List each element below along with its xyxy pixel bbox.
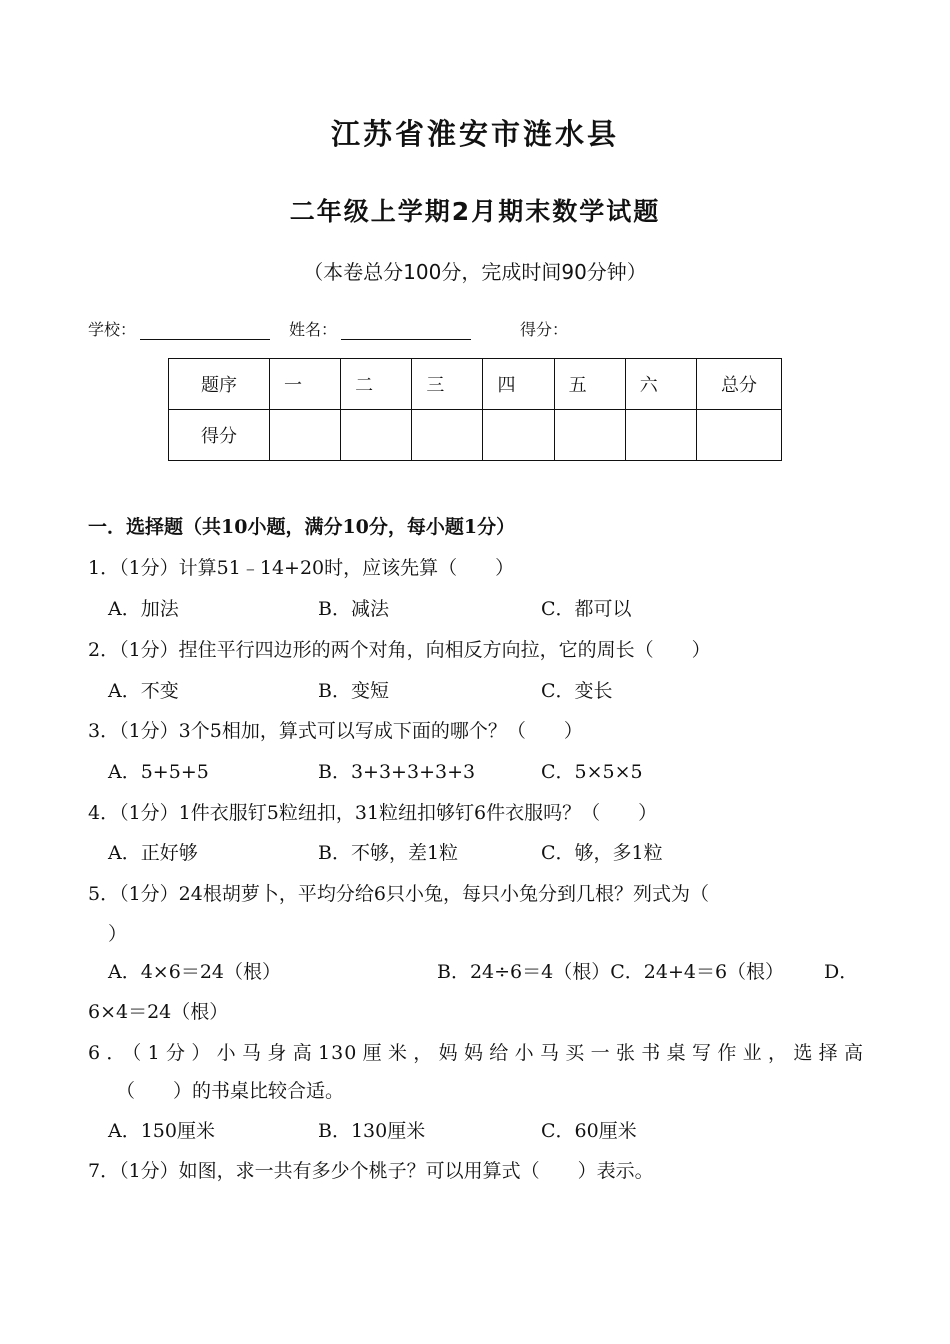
question-4-option-a: A．正好够 [108,842,198,864]
score-row-label: 得分 [169,410,270,461]
question-2-text: 2．（1分）捏住平行四边形的两个对角，向相反方向拉，它的周长（ ） [88,639,711,661]
question-2-option-b: B．变短 [318,680,389,702]
score-field [520,317,568,340]
question-3-option-c: C．5×5×5 [541,761,643,783]
section-title: 一．选择题（共10小题，满分10分，每小题1分） [88,516,516,538]
name-label: 姓名： [289,320,338,339]
name-blank [341,325,471,340]
question-2-option-c: C．变长 [541,680,613,702]
question-4-option-b: B．不够，差1粒 [318,842,459,864]
score-table-header-row [169,359,782,410]
school-blank [140,325,270,340]
score-table-header: 五 [554,359,625,410]
score-cell [341,410,412,461]
question-3-option-a: A．5+5+5 [108,761,209,783]
question-5-option-a: A．4×6＝24（根） [108,961,281,983]
score-cell [554,410,625,461]
score-label: 得分： [520,320,569,339]
score-cell [412,410,483,461]
exam-subtitle: 二年级上学期2月期末数学试题 [289,197,661,226]
question-6-option-a: A．150厘米 [108,1120,215,1142]
question-6-option-c: C．60厘米 [541,1120,637,1142]
question-4-option-c: C．够，多1粒 [541,842,663,864]
question-3-text: 3．（1分）3个5相加，算式可以写成下面的哪个？（ ） [88,720,583,742]
question-1-option-c: C．都可以 [541,598,632,620]
score-table-header: 三 [412,359,483,410]
score-table-header: 一 [270,359,341,410]
score-cell [270,410,341,461]
question-7-text: 7．（1分）如图，求一共有多少个桃子？可以用算式（ ）表示。 [88,1160,654,1182]
question-2-option-a: A．不变 [108,680,179,702]
score-table-score-row [169,410,782,461]
question-5-option-d-text: 6×4＝24（根） [88,1001,229,1023]
question-5-text-cont: ） [108,923,128,945]
name-field [289,317,471,340]
exam-note: （本卷总分100分，完成时间90分钟） [303,260,647,284]
question-5-text: 5．（1分）24根胡萝卜，平均分给6只小兔，每只小兔分到几根？列式为（ [88,883,709,905]
school-label: 学校： [88,320,137,339]
score-cell [483,410,554,461]
score-cell [625,410,696,461]
school-field [88,317,270,340]
score-table-header: 题序 [169,359,270,410]
score-table [168,358,782,461]
question-4-text: 4．（1分）1件衣服钉5粒纽扣，31粒纽扣够钉6件衣服吗？（ ） [88,802,658,824]
question-6-text-cont: （ ）的书桌比较合适。 [116,1080,345,1102]
question-1-text: 1．（1分）计算51﹣14+20时，应该先算（ ） [88,557,515,579]
score-table-header: 四 [483,359,554,410]
score-table-header: 六 [625,359,696,410]
question-1-option-a: A．加法 [108,598,179,620]
question-5-option-b-c: B．24÷6＝4（根）C．24+4＝6（根） [437,961,785,983]
score-cell [697,410,782,461]
question-6-text: 6．（1分）小马身高130厘米，妈妈给小马买一张书桌写作业，选择高 [88,1042,864,1064]
question-6-option-b: B．130厘米 [318,1120,426,1142]
question-3-option-b: B．3+3+3+3+3 [318,761,476,783]
score-table-header: 总分 [697,359,782,410]
document-title: 江苏省淮安市涟水县 [330,117,619,151]
score-table-header: 二 [341,359,412,410]
question-5-option-d: D． [824,961,859,983]
question-1-option-b: B．减法 [318,598,389,620]
